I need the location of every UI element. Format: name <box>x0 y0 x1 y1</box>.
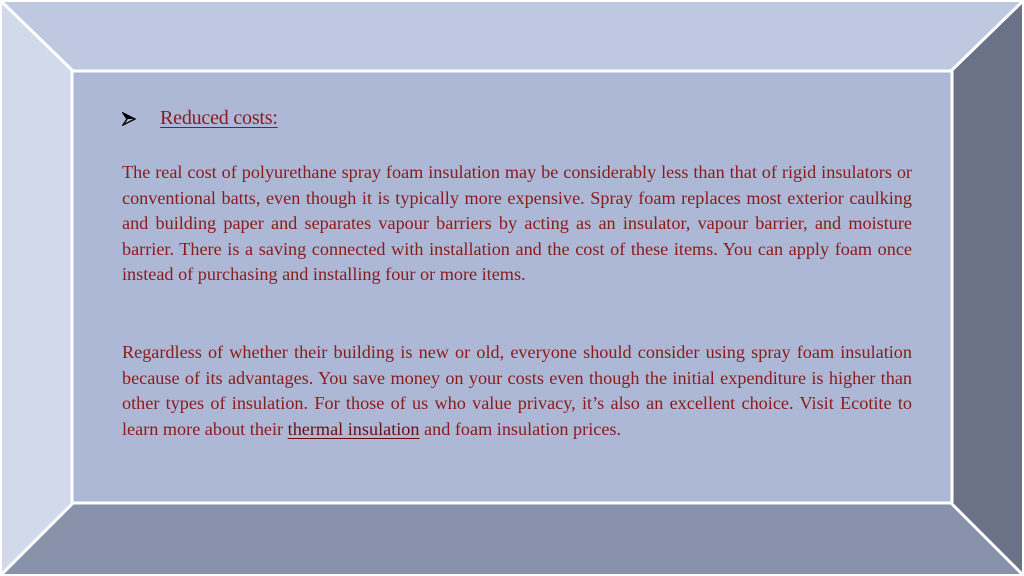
thermal-insulation-link[interactable]: thermal insulation <box>287 418 420 439</box>
section-heading: Reduced costs: <box>160 107 278 129</box>
paragraph-advantages-tail: and foam insulation prices. <box>419 418 622 439</box>
heading-row <box>122 107 278 130</box>
paragraph-costs: The real cost of polyurethane spray foam insulation may be considerably less than that of rigid insulators or conventional batts, even though it is typically more expensive. Spray foam replaces most exterior caulking and building paper and separates vapour barriers by acting as an insulator, vapour barrier, and moisture barrier. There is a saving connected with installation and the cost of these items. You can apply foam once instead of purchasing and installing four or more items. <box>122 162 912 285</box>
bottom-bevel <box>0 504 1024 576</box>
top-bevel <box>0 0 1024 72</box>
paragraph-advantages <box>122 340 912 442</box>
arrow-bullet-icon <box>122 112 136 126</box>
left-bevel <box>0 0 74 576</box>
paragraph-advantages-text: Regardless of whether their building is new or old, everyone should consider using spray foam insulation because of its advantages. You save money on your costs even though the initial expenditure is higher than other types of insulation. For those of us who value privacy, it’s also an excellent choice. Visit Ecotite to learn more about their <box>122 342 912 439</box>
right-bevel <box>950 0 1024 576</box>
content-panel <box>74 74 950 502</box>
